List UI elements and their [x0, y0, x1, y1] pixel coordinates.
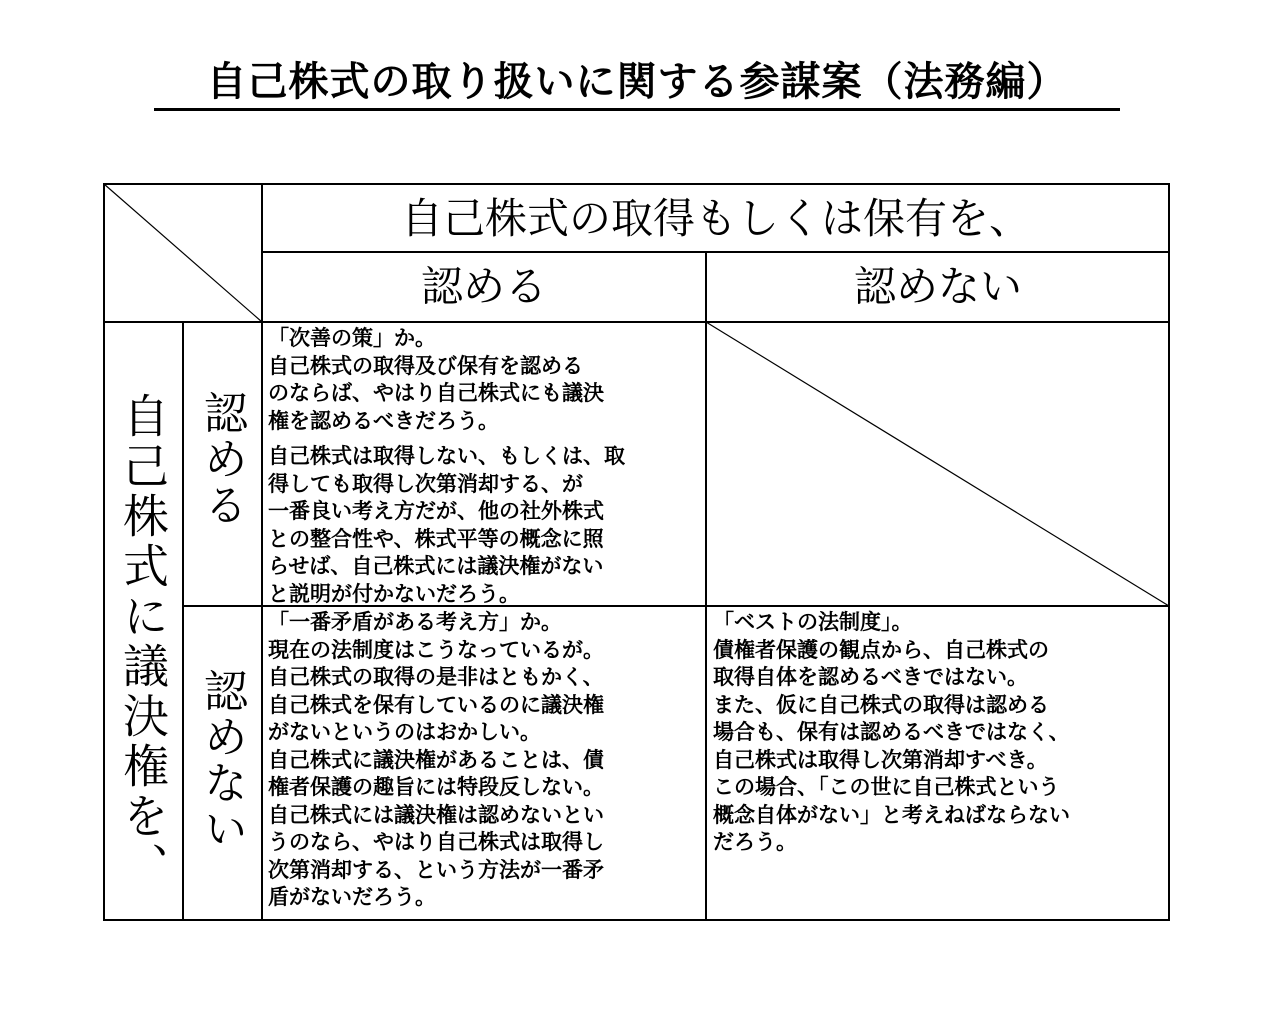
- cell-line: 概念自体がない」と考えねばならない: [713, 802, 1070, 827]
- cell-line: 自己株式には議決権は認めないとい: [268, 802, 604, 827]
- cell-line: 権を認めるべきだろう。: [268, 408, 499, 433]
- cell-line: 場合も、保有は認めるべきではなく、: [713, 720, 1070, 744]
- cell-line: らせば、自己株式には議決権がない: [268, 554, 604, 578]
- cell-line: 債権者保護の観点から、自己株式の: [713, 637, 1049, 662]
- cell-vote-reject-acquire-reject: [713, 609, 1070, 857]
- empty-cell-diagonal-line: [706, 322, 1169, 606]
- cell-line: 得しても取得し次第消却する、が: [268, 471, 583, 496]
- cell-line: のならば、やはり自己株式にも議決: [268, 381, 604, 405]
- cell-line: との整合性や、株式平等の概念に照: [268, 526, 604, 551]
- row-option-reject: 認めない: [196, 668, 247, 852]
- cell-line: 盾がないだろう。: [268, 885, 436, 909]
- corner-diagonal-line: [104, 184, 262, 322]
- page-title: 自己株式の取り扱いに関する参謀案（法務編）: [154, 58, 1120, 111]
- cell-line: 一番良い考え方だが、他の社外株式: [268, 499, 604, 523]
- column-option-reject: 認めない: [853, 262, 1022, 311]
- column-header: 自己株式の取得もしくは保有を、: [400, 194, 1031, 243]
- cell-line: 自己株式の取得の是非はともかく、: [268, 665, 604, 689]
- cell-line: 自己株式の取得及び保有を認める: [268, 353, 583, 378]
- cell-line: また、仮に自己株式の取得は認める: [713, 692, 1049, 717]
- cell-line: だろう。: [713, 830, 797, 854]
- cell-vote-reject-acquire-accept: [268, 609, 604, 912]
- cell-line: 現在の法制度はこうなっているが。: [268, 637, 604, 662]
- row-option-accept: 認める: [196, 390, 247, 528]
- cell-line: 自己株式に議決権があることは、債: [268, 747, 604, 772]
- cell-line: 自己株式は取得しない、もしくは、取: [268, 444, 625, 468]
- cell-line: 取得自体を認めるべきではない。: [713, 665, 1028, 689]
- row-header: 自己株式に議決権を、: [116, 392, 170, 892]
- column-option-accept: 認める: [420, 262, 547, 311]
- cell-line: と説明が付かないだろう。: [268, 581, 520, 606]
- cell-line: 「一番矛盾がある考え方」か。: [268, 610, 562, 634]
- cell-line: この場合、「この世に自己株式という: [713, 775, 1060, 799]
- cell-vote-accept-acquire-accept: [268, 325, 625, 608]
- cell-line: うのなら、やはり自己株式は取得し: [268, 830, 604, 854]
- cell-line: がないというのはおかしい。: [268, 720, 541, 744]
- cell-line: 権者保護の趣旨には特段反しない。: [268, 775, 604, 799]
- cell-line: 自己株式は取得し次第消却すべき。: [713, 747, 1048, 772]
- cell-line: 次第消却する、という方法が一番矛: [268, 857, 604, 882]
- cell-line: 「ベストの法制度」。: [713, 610, 913, 634]
- cell-line: 自己株式を保有しているのに議決権: [268, 692, 604, 717]
- cell-line: 「次善の策」か。: [268, 326, 436, 350]
